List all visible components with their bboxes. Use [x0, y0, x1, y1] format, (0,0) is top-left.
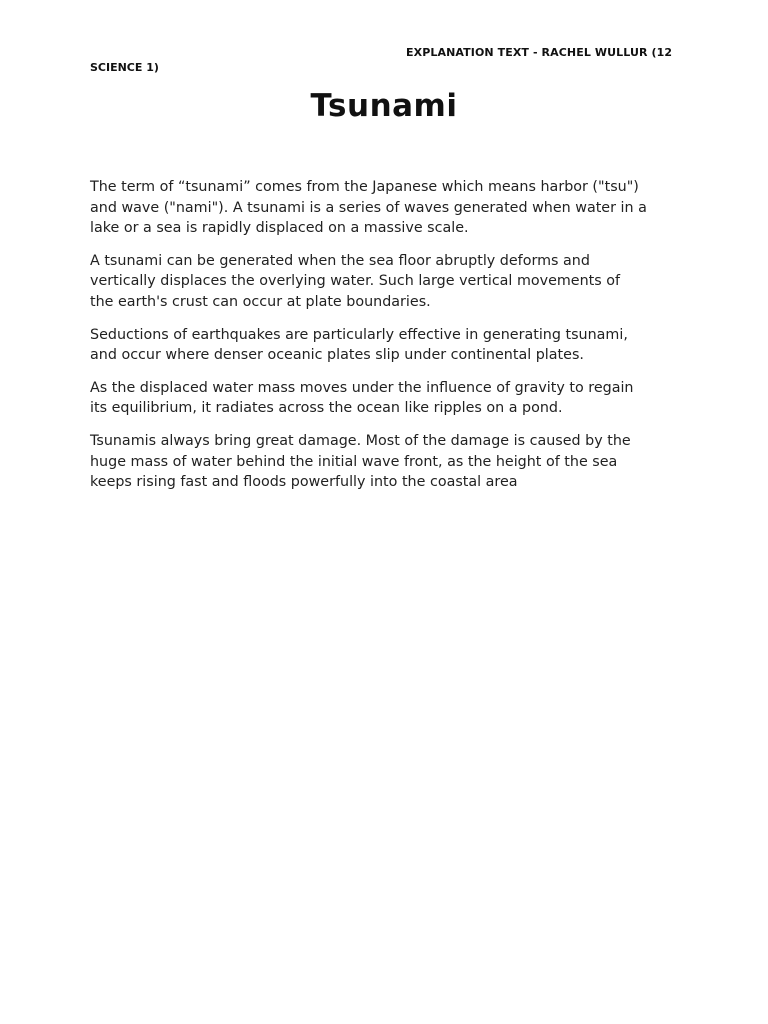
text-line: lake or a sea is rapidly displaced on a massive scale.: [90, 220, 469, 237]
document-title: Tsunami: [310, 88, 458, 124]
text-line: vertically displaces the overlying water. Such large vertical movements of: [90, 273, 621, 290]
paragraph-4: [90, 378, 690, 419]
text-line: huge mass of water behind the initial wave front, as the height of the sea: [90, 453, 618, 470]
paragraph-1: [90, 177, 690, 239]
header-line-2: SCIENCE 1): [90, 61, 159, 74]
paragraph-3: [90, 325, 690, 366]
text-line: Tsunamis always bring great damage. Most of the damage is caused by the: [90, 432, 631, 449]
document-body: [90, 177, 690, 505]
text-line: Seductions of earthquakes are particularly effective in generating tsunami,: [90, 326, 628, 343]
text-line: the earth's crust can occur at plate boundaries.: [90, 293, 431, 310]
text-line: and occur where denser oceanic plates slip under continental plates.: [90, 347, 584, 364]
text-line: A tsunami can be generated when the sea floor abruptly deforms and: [90, 252, 590, 269]
paragraph-5: [90, 431, 690, 493]
text-line: keeps rising fast and floods powerfully into the coastal area: [90, 474, 518, 491]
text-line: and wave ("nami"). A tsunami is a series of waves generated when water in a: [90, 199, 647, 216]
header-line-1: EXPLANATION TEXT - RACHEL WULLUR (12: [406, 46, 673, 59]
text-line: As the displaced water mass moves under the influence of gravity to regain: [90, 379, 634, 396]
text-line: its equilibrium, it radiates across the ocean like ripples on a pond.: [90, 400, 563, 417]
text-line: The term of “tsunami” comes from the Japanese which means harbor ("tsu"): [90, 179, 639, 195]
paragraph-2: [90, 251, 690, 313]
